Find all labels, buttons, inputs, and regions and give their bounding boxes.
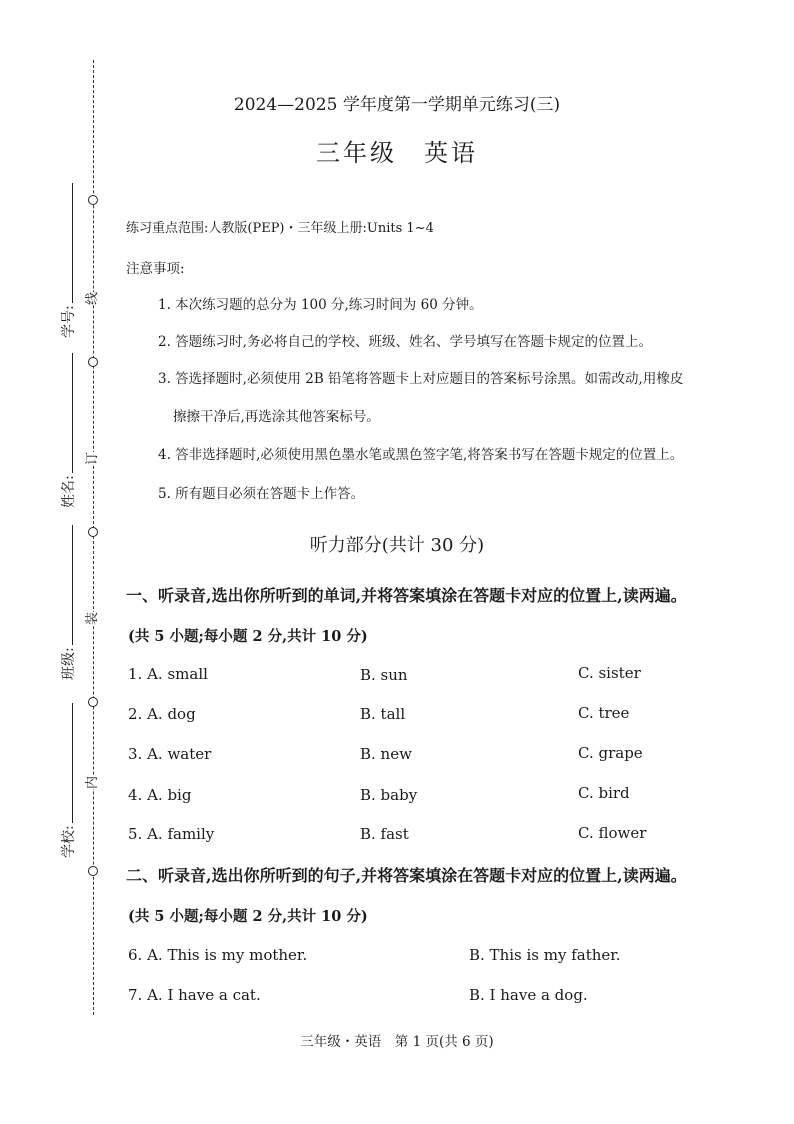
binding-hole-marker xyxy=(88,866,98,876)
question-4-option-b[interactable]: B. baby xyxy=(360,786,418,804)
binding-hole-marker xyxy=(88,357,98,367)
question-6-option-b[interactable]: B. This is my father. xyxy=(469,946,621,964)
name-label: 姓名: xyxy=(61,475,77,508)
notice-item: 1. 本次练习题的总分为 100 分,练习时间为 60 分钟。 xyxy=(158,297,483,313)
question-3-option-c[interactable]: C. grape xyxy=(578,744,643,762)
notice-title: 注意事项: xyxy=(126,261,185,277)
question-6-option-a[interactable]: 6. A. This is my mother. xyxy=(128,946,308,964)
margin-marker-nei: 内 xyxy=(79,776,102,789)
notice-item: 4. 答非选择题时,必须使用黑色墨水笔或黑色签字笔,将答案书写在答题卡规定的位置上。 xyxy=(158,447,684,463)
question-5-option-b[interactable]: B. fast xyxy=(360,825,409,843)
question-7-option-b[interactable]: B. I have a dog. xyxy=(469,986,588,1004)
binding-hole-marker xyxy=(88,195,98,205)
school-blank[interactable] xyxy=(62,703,73,823)
page-footer: 三年级・英语 第 1 页(共 6 页) xyxy=(300,1034,494,1050)
exam-title: 2024—2025 学年度第一学期单元练习(三) xyxy=(233,95,561,115)
question-1-option-c[interactable]: C. sister xyxy=(578,664,641,682)
question-2-option-c[interactable]: C. tree xyxy=(578,704,630,722)
question-4-option-c[interactable]: C. bird xyxy=(578,784,630,802)
student-number-label: 学号: xyxy=(61,305,77,338)
part1-subheading: (共 5 小题;每小题 2 分,共计 10 分) xyxy=(128,628,368,645)
part2-heading: 二、听录音,选出你所听到的句子,并将答案填涂在答题卡对应的位置上,读两遍。 xyxy=(126,866,687,885)
class-label: 班级: xyxy=(61,647,77,680)
exam-subtitle: 三年级 英语 xyxy=(316,139,478,167)
student-number-field xyxy=(58,183,78,338)
student-number-blank[interactable] xyxy=(62,183,73,303)
margin-marker-ding: 订 xyxy=(79,452,102,465)
question-2-option-a[interactable]: 2. A. dog xyxy=(128,705,196,723)
question-3-option-b[interactable]: B. new xyxy=(360,745,412,763)
margin-marker-xian: 线 xyxy=(79,292,102,305)
practice-scope: 练习重点范围:人教版(PEP)・三年级上册:Units 1~4 xyxy=(126,221,434,236)
question-3-option-a[interactable]: 3. A. water xyxy=(128,745,212,763)
notice-item-continuation: 擦擦干净后,再选涂其他答案标号。 xyxy=(173,409,380,425)
part2-subheading: (共 5 小题;每小题 2 分,共计 10 分) xyxy=(128,908,368,925)
notice-item: 3. 答选择题时,必须使用 2B 铅笔将答题卡上对应题目的答案标号涂黑。如需改动,用橡皮 xyxy=(158,371,684,387)
question-1-option-b[interactable]: B. sun xyxy=(360,666,408,684)
margin-marker-zhuang: 装 xyxy=(79,612,102,625)
school-label: 学校: xyxy=(61,825,77,858)
question-2-option-b[interactable]: B. tall xyxy=(360,705,406,723)
notice-item: 2. 答题练习时,务必将自己的学校、班级、姓名、学号填写在答题卡规定的位置上。 xyxy=(158,334,652,350)
notice-item: 5. 所有题目必须在答题卡上作答。 xyxy=(158,486,365,502)
question-5-option-c[interactable]: C. flower xyxy=(578,824,647,842)
question-7-option-a[interactable]: 7. A. I have a cat. xyxy=(128,986,261,1004)
listening-section-title: 听力部分(共计 30 分) xyxy=(309,535,485,556)
part1-heading: 一、听录音,选出你所听到的单词,并将答案填涂在答题卡对应的位置上,读两遍。 xyxy=(126,586,687,605)
name-field xyxy=(58,353,78,508)
question-5-option-a[interactable]: 5. A. family xyxy=(128,825,215,843)
name-blank[interactable] xyxy=(62,353,73,473)
school-field xyxy=(58,703,78,858)
binding-hole-marker xyxy=(88,697,98,707)
question-4-option-a[interactable]: 4. A. big xyxy=(128,786,192,804)
question-1-option-a[interactable]: 1. A. small xyxy=(128,665,208,683)
